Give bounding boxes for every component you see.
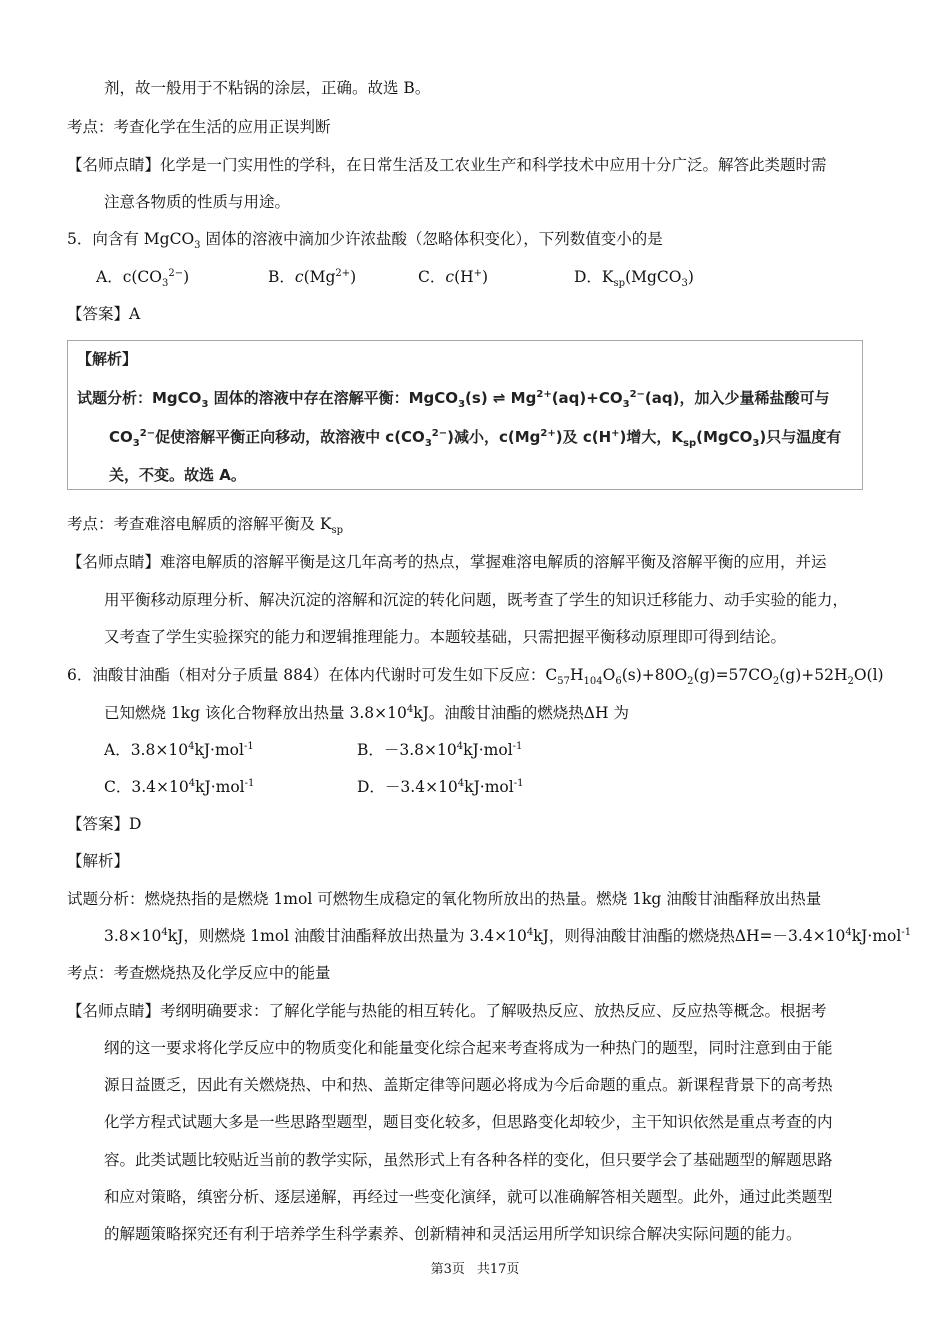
q5-option-c: C．c(H+) [418,267,489,286]
q6-mingshi-line-1: 【名师点睛】考纲明确要求：了解化学能与热能的相互转化。了解吸热反应、放热反应、反应热等概念。根据考 [67,1002,827,1020]
q6-mingshi-line-5: 容。此类试题比较贴近当前的教学实际，虽然形式上有各种各样的变化，但只要学会了基础题型的解题思路 [104,1151,833,1169]
q5-kaodian: 考点：考查难溶电解质的溶解平衡及 $K_{sp}$ [67,515,344,537]
q6-option-b: B．$-3.8\times 10^4kJ\cdot mol^{-1}$ [357,740,523,759]
q6-mingshi-line-2: 纲的这一要求将化学反应中的物质变化和能量变化综合起来考查将成为一种热门的题型，同时注意到由于能 [104,1039,833,1057]
q5-answer: 【答案】A [67,305,141,323]
q5-option-a: A．$c(CO_3^{2-})$ [96,267,190,290]
q6-answer: 【答案】D [67,815,142,833]
q6-mingshi-line-6: 和应对策略，缜密分析、逐层递解，再经过一些变化演绎，就可以准确解答相关题型。此外，通过此类题型 [104,1188,833,1206]
q5-option-d: D．$K_{sp}(MgCO_3)$ [574,268,694,290]
q6-option-c: C．$3.4\times 10^4kJ\cdot mol^{-1}$ [104,777,255,796]
q5-analysis-title: 【解析】 [77,350,138,368]
q6-option-d: D．$-3.4\times 10^4kJ\cdot mol^{-1}$ [357,777,524,796]
q5-analysis-line-2: $CO_3^{2-}$促使溶解平衡正向移动，故溶液中 $c(CO_3^{2-})$减小，$c(Mg^{2+})$及 c(H+)增大，$K_{sp}(MgCO_3)$只与温度有 [109,428,842,449]
q6-stem-line-1: 6．油酸甘油酯（相对分子质量 884）在体内代谢时可发生如下反应：$C_{57}H_{104}O_6(s)+80O_2(g)=57CO_2(g)+52H_2O(l)$ [67,666,884,688]
q5-mingshi-line-3: 又考查了学生实验探究的能力和逻辑推理能力。本题较基础，只需把握平衡移动原理即可得到结论。 [104,628,787,646]
page-number: 第3页 [430,1262,465,1277]
q5-analysis-line-1: 试题分析：MgCO$_3$ 固体的溶液中存在溶解平衡：MgCO$_3$(s) ⇌ $Mg^{2+}(aq)+CO_3^{2-}(aq)$，加入少量稀盐酸可与 [77,389,830,410]
q5-analysis-line-3: 关，不变。故选 A。 [109,466,246,484]
q4-kaodian: 考点：考查化学在生活的应用正误判断 [67,118,331,136]
q5-mingshi-line-1: 【名师点睛】难溶电解质的溶解平衡是这几年高考的热点，掌握难溶电解质的溶解平衡及溶解平衡的应用，并运 [67,553,827,571]
q5-analysis-box [67,340,863,490]
q6-stem-line-2: 已知燃烧 1kg 该化合物释放出热量 $3.8\times 10^4kJ$。油酸甘油酯的燃烧热ΔH 为 [104,703,629,722]
q6-mingshi-line-3: 源日益匮乏，因此有关燃烧热、中和热、盖斯定律等问题必将成为今后命题的重点。新课程背景下的高考热 [104,1076,833,1094]
q5-mingshi-line-2: 用平衡移动原理分析、解决沉淀的溶解和沉淀的转化问题，既考查了学生的知识迁移能力、动手实验的能力， [104,591,849,609]
q6-kaodian: 考点：考查燃烧热及化学反应中的能量 [67,964,331,982]
page-footer [0,1261,950,1279]
q6-analysis-line-2: $3.8\times 10^4kJ$，则燃烧 1mol 油酸甘油酯释放出热量为 $3.4\times 10^4kJ$，则得油酸甘油酯的燃烧热$\Delta H=-3.4\times 10^4kJ\cdot mol^{-1}$ [104,926,912,945]
q5-option-b: B．$c(Mg^{2+})$ [268,267,357,286]
q5-stem: 5．向含有 MgCO$_3$ 固体的溶液中滴加少许浓盐酸（忽略体积变化），下列数值变小的是 [67,230,663,252]
page-total: 共17页 [476,1262,520,1277]
q6-analysis-line-1: 试题分析：燃烧热指的是燃烧 1mol 可燃物生成稳定的氧化物所放出的热量。燃烧 1kg 油酸甘油酯释放出热量 [67,890,822,908]
q6-option-a: A．$3.8\times 10^4kJ\cdot mol^{-1}$ [104,740,254,759]
q4-mingshi-line-2: 注意各物质的性质与用途。 [104,193,291,211]
q6-mingshi-line-7: 的解题策略探究还有利于培养学生科学素养、创新精神和灵活运用所学知识综合解决实际问题的能力。 [104,1225,802,1243]
q4-explanation-tail: 剂，故一般用于不粘锅的涂层，正确。故选 B。 [104,79,431,97]
q6-mingshi-line-4: 化学方程式试题大多是一些思路型题型，题目变化较多，但思路变化却较少，主干知识依然是重点考查的内 [104,1113,833,1131]
q6-analysis-title: 【解析】 [67,852,130,870]
q4-mingshi-line-1: 【名师点睛】化学是一门实用性的学科，在日常生活及工农业生产和科学技术中应用十分广泛。解答此类题时需 [67,156,827,174]
